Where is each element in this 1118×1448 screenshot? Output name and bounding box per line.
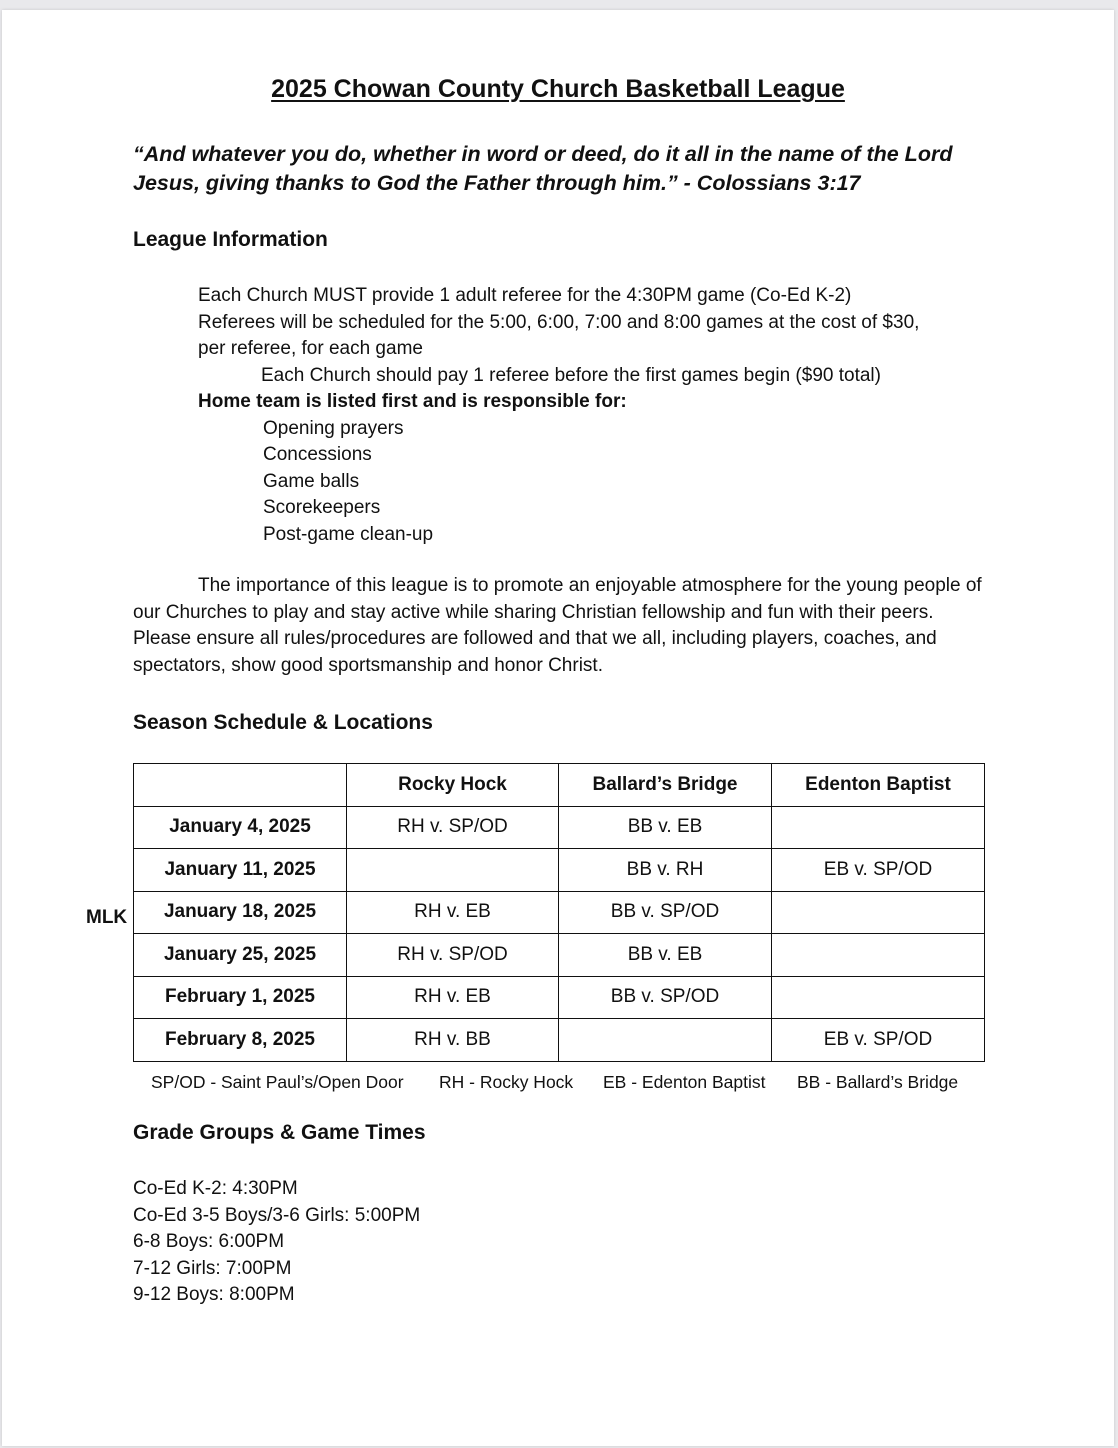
table-row [134, 891, 985, 934]
responsibility-item: Game balls [263, 470, 360, 492]
table-row [134, 806, 985, 849]
info-line-referee-requirement: Each Church MUST provide 1 adult referee for the 4:30PM game (Co-Ed K-2) [198, 285, 852, 306]
legend-rh: RH - Rocky Hock [439, 1072, 574, 1092]
table-header-row [134, 764, 985, 807]
game-cell: BB v. SP/OD [559, 891, 772, 934]
league-info-block [198, 283, 919, 548]
table-row [134, 849, 985, 892]
game-cell: RH v. SP/OD [347, 806, 559, 849]
date-cell: January 18, 2025 [134, 891, 347, 934]
game-cell [347, 849, 559, 892]
game-cell: BB v. EB [559, 806, 772, 849]
responsibility-item: Scorekeepers [263, 497, 381, 518]
game-cell [559, 1019, 772, 1062]
game-cell [772, 891, 985, 934]
game-cell: EB v. SP/OD [772, 1019, 985, 1062]
legend-eb: EB - Edenton Baptist [603, 1072, 766, 1092]
game-cell: RH v. EB [347, 891, 559, 934]
header-cell-empty [134, 764, 347, 807]
date-cell: January 11, 2025 [134, 849, 347, 892]
league-info-heading: League Information [133, 228, 328, 251]
game-cell: RH v. SP/OD [347, 934, 559, 977]
header-cell-rocky-hock: Rocky Hock [347, 764, 559, 807]
header-cell-ballards-bridge: Ballard’s Bridge [559, 764, 772, 807]
game-cell: BB v. EB [559, 934, 772, 977]
mlk-note: MLK [86, 907, 128, 928]
home-team-heading: Home team is listed first and is responsible for: [198, 391, 627, 412]
game-cell: RH v. BB [347, 1019, 559, 1062]
game-cell: BB v. RH [559, 849, 772, 892]
legend-sp-od: SP/OD - Saint Paul’s/Open Door [151, 1072, 404, 1092]
game-time-item: 6-8 Boys: 6:00PM [133, 1231, 285, 1252]
bible-verse: “And whatever you do, whether in word or deed, do it all in the name of the Lord Jesus, giving thanks to God the Father through him.” - Colossians 3:17 [133, 142, 953, 195]
responsibility-item: Post-game clean-up [263, 523, 434, 545]
game-cell: RH v. EB [347, 976, 559, 1019]
legend-bb: BB - Ballard’s Bridge [797, 1072, 959, 1092]
page-title: 2025 Chowan County Church Basketball League [271, 75, 845, 103]
table-row [134, 1019, 985, 1062]
info-line-referee-cost: per referee, for each game [198, 338, 423, 359]
game-cell: EB v. SP/OD [772, 849, 985, 892]
header-cell-edenton-baptist: Edenton Baptist [772, 764, 985, 807]
game-time-item: 7-12 Girls: 7:00PM [133, 1257, 292, 1279]
table-row [134, 976, 985, 1019]
responsibility-item: Opening prayers [263, 417, 404, 439]
date-cell: January 25, 2025 [134, 934, 347, 977]
game-cell [772, 976, 985, 1019]
purpose-paragraph: The importance of this league is to promote an enjoyable atmosphere for the young people of our Churches to play and stay active while sharing Christian fellowship and fun with their peers. Please ensure all rules/procedures are followed and that we all, including players, coaches, and spectators, show good sportsmanship and honor Christ. [133, 575, 982, 676]
game-time-item: Co-Ed 3-5 Boys/3-6 Girls: 5:00PM [133, 1204, 421, 1226]
game-cell: BB v. SP/OD [559, 976, 772, 1019]
game-time-item: 9-12 Boys: 8:00PM [133, 1284, 295, 1305]
game-cell [772, 806, 985, 849]
table-row [134, 934, 985, 977]
date-cell: January 4, 2025 [134, 806, 347, 849]
game-times-list [133, 1176, 420, 1309]
game-cell [772, 934, 985, 977]
game-time-item: Co-Ed K-2: 4:30PM [133, 1178, 298, 1199]
info-line-referee-payment: Each Church should pay 1 referee before the first games begin ($90 total) [261, 364, 881, 386]
schedule-heading: Season Schedule & Locations [133, 711, 433, 734]
grade-groups-heading: Grade Groups & Game Times [133, 1121, 426, 1144]
document-page [2, 10, 1114, 1446]
date-cell: February 1, 2025 [134, 976, 347, 1019]
schedule-table [133, 763, 985, 1062]
info-line-referee-schedule: Referees will be scheduled for the 5:00, 6:00, 7:00 and 8:00 games at the cost of $30, [198, 311, 920, 333]
responsibility-item: Concessions [263, 444, 372, 465]
date-cell: February 8, 2025 [134, 1019, 347, 1062]
